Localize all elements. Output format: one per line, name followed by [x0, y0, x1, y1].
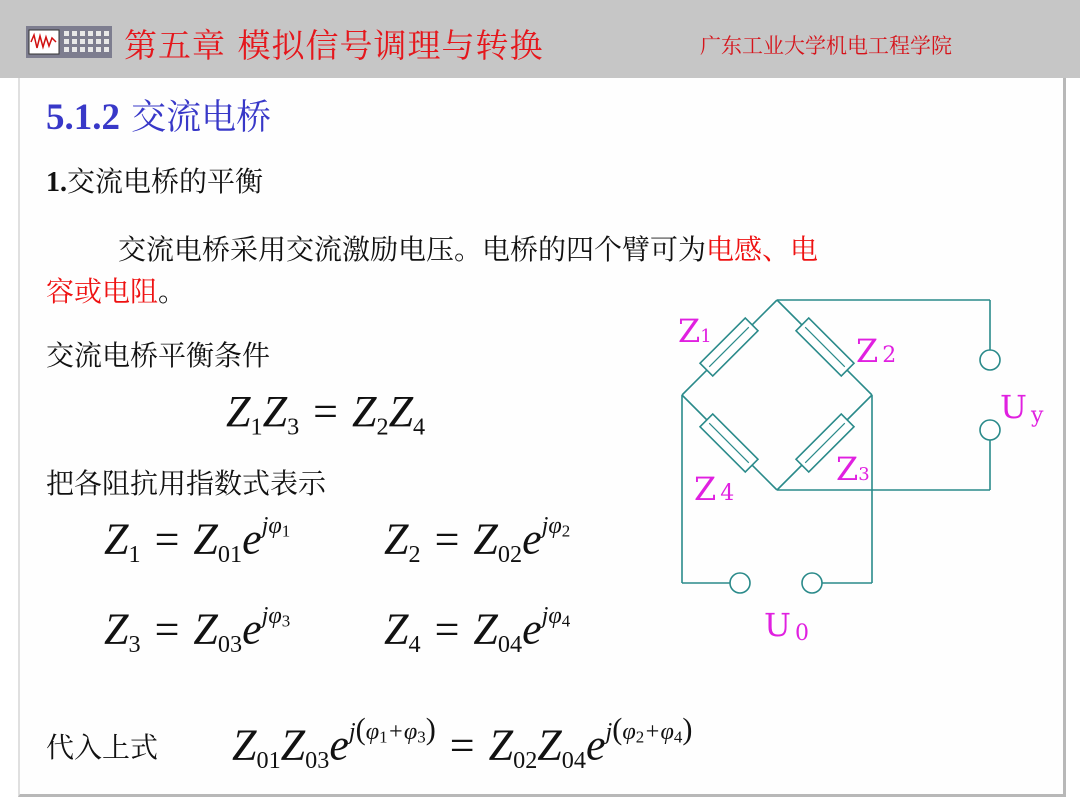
bridge-circuit-diagram — [660, 290, 1060, 660]
z3-label: Z3 — [836, 450, 870, 488]
formula-z3: $Z3 = Z03e^{j\varphi 3}$ — [104, 602, 291, 659]
substituted-formula: $Z01Z03e^{j(\varphi 1+\varphi 3)} = Z02Z04e^{j(\varphi 2+\varphi 4)}$ — [232, 712, 693, 775]
paragraph-text: 交流电桥采用交流激励电压。电桥的四个臂可为 — [118, 233, 707, 266]
subsection-number: 1. — [46, 167, 67, 198]
section-number: 5.1.2 — [46, 97, 120, 138]
u0-label: U 0 — [764, 606, 809, 646]
uy-label: U y — [1000, 388, 1044, 428]
paragraph-highlight-2: 容或电阻 — [46, 275, 159, 308]
paragraph-line-2 — [46, 270, 186, 310]
paragraph-line-1 — [118, 228, 818, 268]
exponential-form-label: 把各阻抗用指数式表示 — [46, 467, 327, 500]
uy-terminal-top — [980, 350, 1000, 370]
substitution-label: 代入上式 — [46, 731, 159, 764]
uy-terminal-bottom — [980, 420, 1000, 440]
z1-label: Z1 — [678, 312, 712, 350]
institution-name: 广东工业大学机电工程学院 — [700, 34, 952, 58]
formula-z1: $Z1 = Z01e^{j\varphi 1}$ — [104, 512, 291, 569]
u0-terminal-right — [802, 573, 822, 593]
balance-formula: Z1Z3 = Z2Z4 — [226, 387, 426, 441]
paragraph-end: 。 — [158, 275, 187, 308]
balance-condition-label: 交流电桥平衡条件 — [46, 339, 271, 372]
oscilloscope-icon — [26, 26, 112, 58]
formula-z2: $Z2 = Z02e^{j\varphi 2}$ — [384, 512, 571, 569]
section-heading — [46, 90, 271, 140]
subsection-heading — [46, 160, 263, 200]
paragraph-highlight-1: 电感、电 — [706, 233, 819, 266]
z2-label: Z 2 — [856, 332, 897, 370]
subsection-title: 交流电桥的平衡 — [67, 165, 264, 198]
u0-terminal-left — [730, 573, 750, 593]
section-title: 交流电桥 — [131, 98, 272, 138]
chapter-title: 第五章 模拟信号调理与转换 — [124, 26, 544, 65]
formula-z4: $Z4 = Z04e^{j\varphi 4}$ — [384, 602, 571, 659]
z4-label: Z 4 — [694, 470, 735, 508]
